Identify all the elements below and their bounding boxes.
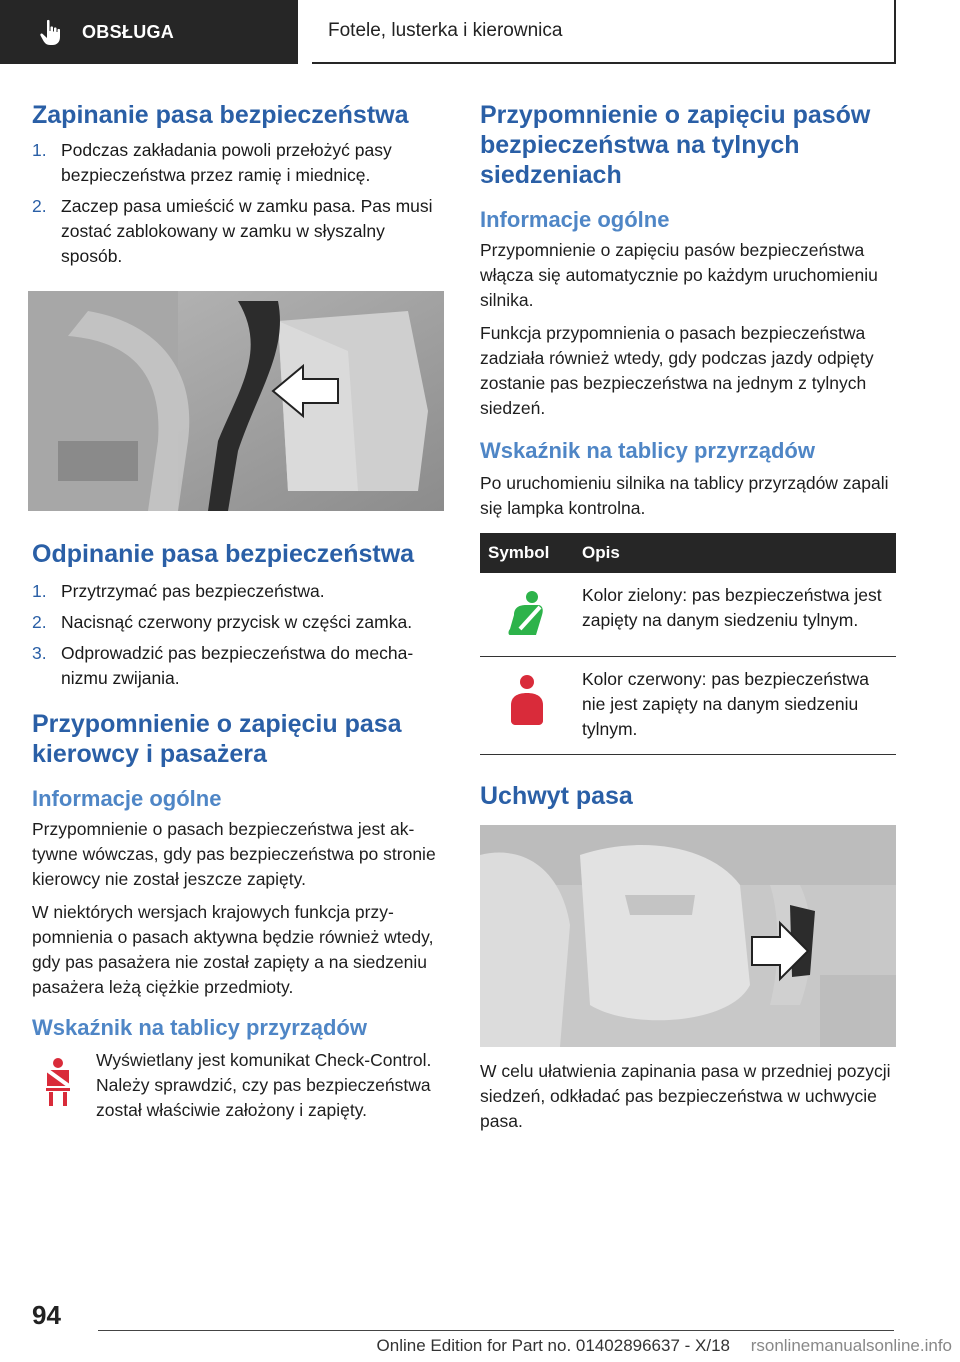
- list-item: 2. Zaczep pasa umieścić w zamku pasa. Pas musi zostać zablokowany w zamku w słyszalny sposób.: [32, 196, 433, 266]
- seatbelt-warning-icon: [38, 1056, 78, 1108]
- watermark: rsonlinemanualsonline.info: [750, 1336, 952, 1355]
- rear-reminder-heading: Przypomnienie o zapięciu pasów bezpieczeństwa na tylnych siedzeniach: [480, 101, 871, 189]
- row-description: Kolor zielony: pas bezpieczeństwa jest zapięty na danym siedzeniu tylnym.: [574, 573, 896, 657]
- rear-indicator-heading: Wskaźnik na tablicy przyrządów: [480, 438, 815, 463]
- list-item: 3. Odprowadzić pas bezpieczeństwa do mechanizmu zwijania.: [32, 643, 414, 688]
- indicator-heading: Wskaźnik na tablicy przyrządów: [32, 1015, 367, 1040]
- seatbelt-fasten-photo: [28, 291, 444, 511]
- unfasten-steps: [32, 579, 444, 691]
- seatbelt-green-icon: [506, 591, 548, 637]
- symbol-table: [480, 533, 896, 755]
- list-item: 2. Nacisnąć czerwony przycisk w części zamka.: [32, 612, 413, 632]
- edition-text: Online Edition for Part no. 01402896637 - X/18: [376, 1336, 730, 1355]
- table-row: [480, 657, 896, 755]
- section-title: OBSŁUGA: [82, 21, 175, 42]
- rear-subheading: Informacje ogólne: [480, 207, 670, 232]
- right-column: [480, 100, 896, 1134]
- holder-heading: Uchwyt pasa: [480, 782, 633, 810]
- left-column: [32, 100, 444, 1123]
- rear-indicator-text: Po uruchomieniu silnika na tablicy przyrządów zapali się lampka kontrolna.: [480, 473, 889, 518]
- chapter-title: Fotele, lusterka i kierownica: [328, 20, 563, 41]
- seatbelt-red-icon: [509, 675, 545, 725]
- reminder-heading: Przypomnienie o zapięciu pasa kierowcy i pasażera: [32, 710, 402, 768]
- reminder-subheading: Informacje ogólne: [32, 786, 222, 811]
- list-item: 1. Przytrzymać pas bezpieczeństwa.: [32, 581, 325, 601]
- reminder-paragraph-1: Przypomnienie o pasach bezpieczeństwa jest aktywne wówczas, gdy pas bezpieczeństwa po stronie kierowcy nie został jeszcze zapięty.: [32, 819, 436, 889]
- indicator-block: [32, 1048, 444, 1123]
- unfasten-heading: Odpinanie pasa bezpieczeństwa: [32, 540, 415, 568]
- list-item: 1. Podczas zakładania powoli przełożyć pasy bezpieczeństwa przez ramię i miednicę.: [32, 140, 392, 185]
- rear-paragraph-2: Funkcja przypomnienia o pasach bezpieczeństwa zadziała również wtedy, gdy podczas jazdy odpięty zostanie pas bezpieczeństwa na jednym z tylnych siedzeń.: [480, 323, 874, 418]
- page-number: 94: [32, 1300, 61, 1330]
- table-row: [480, 573, 896, 657]
- row-description: Kolor czerwony: pas bezpieczeństwa nie jest zapięty na danym siedzeniu tylnym.: [574, 657, 896, 755]
- rear-paragraph-1: Przypomnienie o zapięciu pasów bezpieczeństwa włącza się automatycznie po każdym uruchomieniu silnika.: [480, 240, 878, 310]
- column-header-symbol: Symbol: [480, 533, 574, 573]
- section-tab: [0, 0, 298, 64]
- column-header-description: Opis: [574, 533, 896, 573]
- hand-icon: [38, 18, 64, 46]
- indicator-text: Wyświetlany jest komunikat Check-Control. Należy sprawdzić, czy pas bezpieczeństwa został właściwie założony i zapięty.: [96, 1050, 432, 1120]
- fasten-heading: Zapinanie pasa bezpieczeństwa: [32, 101, 409, 129]
- fasten-steps: [32, 138, 444, 269]
- reminder-paragraph-2: W niektórych wersjach krajowych funkcja przypomnienia o pasach aktywna będzie również wtedy, gdy pas pasażera nie został zapięty a na siedzeniu pasażera leżą ciężkie przedmioty.: [32, 902, 434, 997]
- belt-holder-photo: [480, 825, 896, 1047]
- chapter-header: [312, 0, 896, 64]
- footer-divider: [98, 1330, 894, 1331]
- holder-text: W celu ułatwienia zapinania pasa w przedniej pozycji siedzeń, odkładać pas bezpieczeństwa w uchwycie pasa.: [480, 1061, 891, 1131]
